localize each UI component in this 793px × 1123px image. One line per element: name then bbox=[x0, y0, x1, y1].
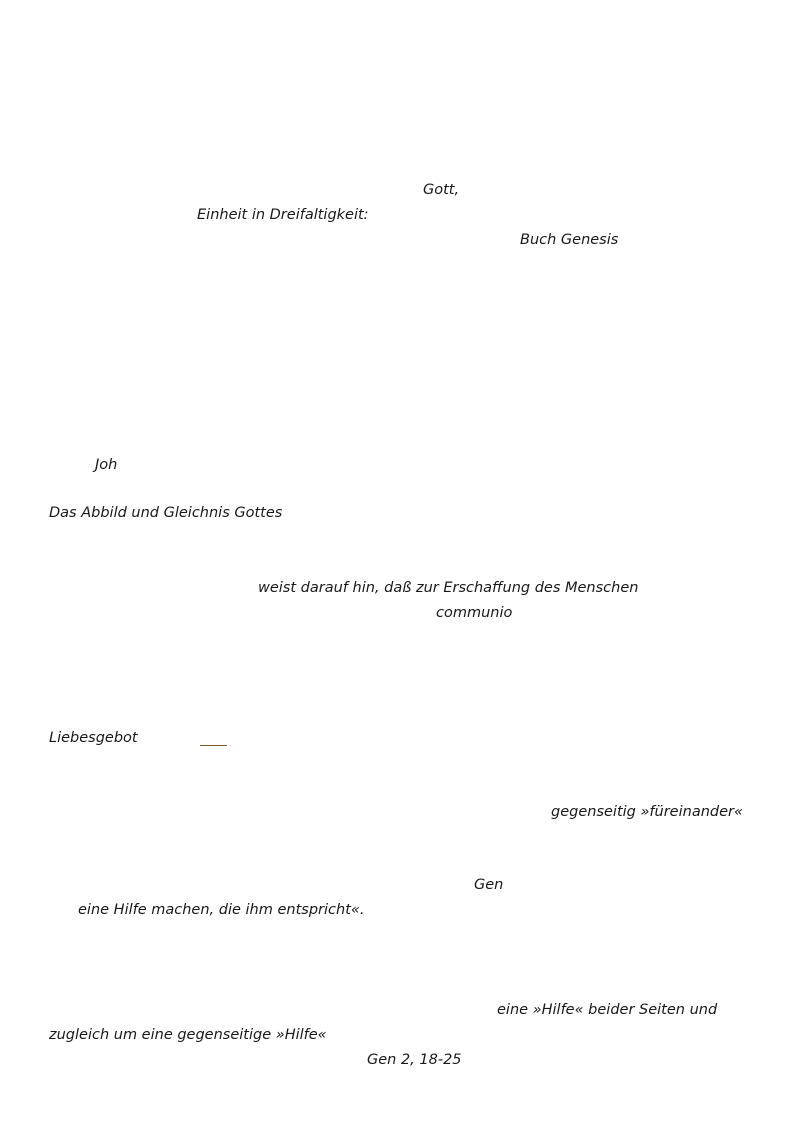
text-fragment-buch-genesis: Buch Genesis bbox=[520, 232, 619, 248]
text-fragment-liebesgebot: Liebesgebot bbox=[49, 730, 138, 746]
section-heading-abbild: Das Abbild und Gleichnis Gottes bbox=[49, 505, 283, 521]
text-fragment-gen-reference: Gen 2, 18-25 bbox=[367, 1052, 462, 1068]
text-fragment-communio: communio bbox=[436, 605, 513, 621]
text-fragment-gen: Gen bbox=[474, 877, 504, 893]
text-fragment-hilfe-quote: eine Hilfe machen, die ihm entspricht«. bbox=[78, 902, 365, 918]
text-fragment-erschaffung: weist darauf hin, daß zur Erschaffung des Menschen bbox=[258, 580, 639, 596]
text-fragment-gegenseitige-hilfe: zugleich um eine gegenseitige »Hilfe« bbox=[49, 1027, 327, 1043]
footnote-rule bbox=[200, 745, 227, 746]
text-fragment-joh: Joh bbox=[95, 457, 118, 473]
text-fragment-hilfe-beider: eine »Hilfe« beider Seiten und bbox=[497, 1002, 718, 1018]
text-fragment-einheit: Einheit in Dreifaltigkeit: bbox=[197, 207, 369, 223]
text-fragment-gott: Gott, bbox=[423, 182, 460, 198]
text-fragment-fuereinander: gegenseitig »füreinander« bbox=[551, 804, 743, 820]
